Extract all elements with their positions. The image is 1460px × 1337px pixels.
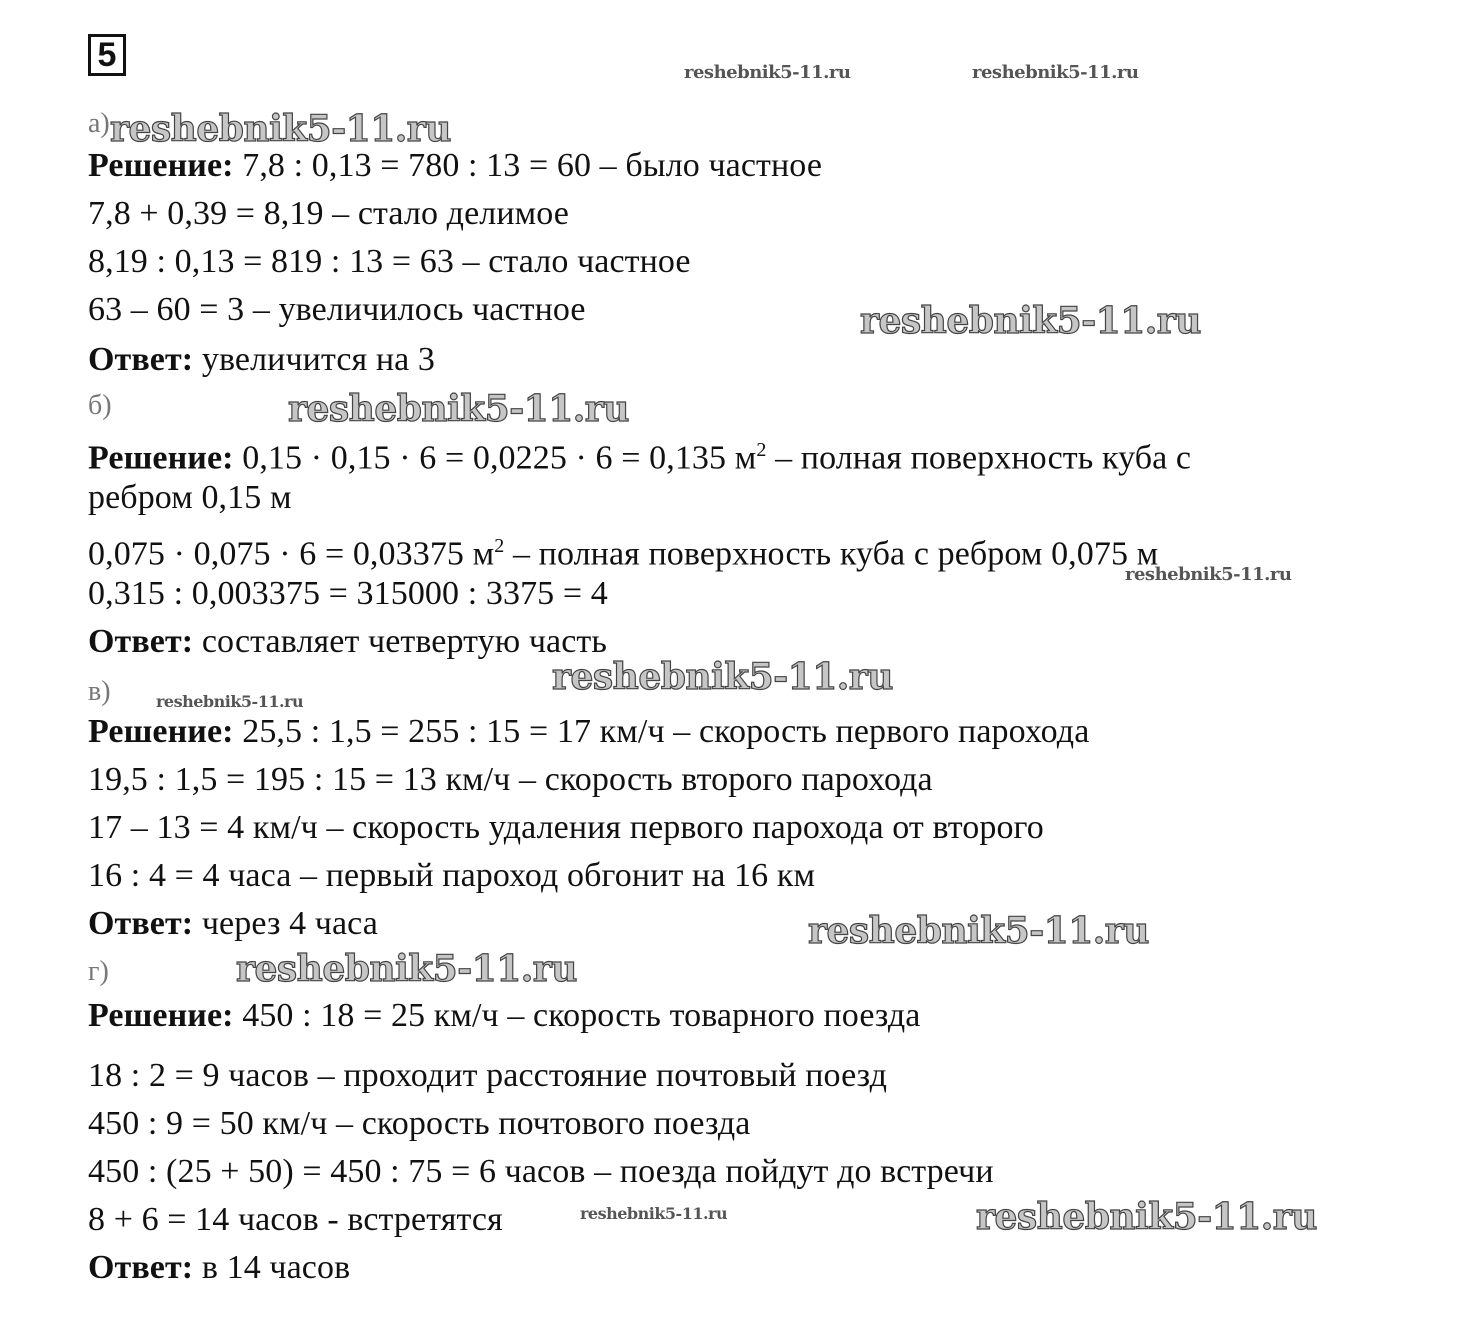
watermark: reshebnik5-11.ru xyxy=(288,388,629,430)
answer-word: Ответ: xyxy=(88,341,194,378)
section-b-line-1 xyxy=(88,430,1191,478)
watermark: reshebnik5-11.ru xyxy=(156,692,304,711)
section-g-line-5: 8 + 6 = 14 часов - встретятся xyxy=(88,1201,503,1238)
section-a-line-2: 7,8 + 0,39 = 8,19 – стало делимое xyxy=(88,195,569,232)
answer-text: через 4 часа xyxy=(201,905,378,942)
answer-word: Ответ: xyxy=(88,1249,194,1286)
section-v-line-3: 17 – 13 = 4 км/ч – скорость удаления первого парохода от второго xyxy=(88,809,1044,846)
solution-word: Решение: xyxy=(88,997,234,1034)
solution-text: 25,5 : 1,5 = 255 : 15 = 17 км/ч – скорость первого парохода xyxy=(242,713,1090,750)
solution-text: – полная поверхность куба с xyxy=(775,439,1192,477)
watermark: reshebnik5-11.ru xyxy=(972,62,1139,83)
section-a-line-4: 63 – 60 = 3 – увеличилось частное xyxy=(88,291,586,328)
section-g-line-4: 450 : (25 + 50) = 450 : 75 = 6 часов – поезда пойдут до встречи xyxy=(88,1153,994,1190)
section-label-g: г) xyxy=(88,956,109,987)
task-number-box: 5 xyxy=(88,34,126,76)
watermark: reshebnik5-11.ru xyxy=(684,62,851,83)
watermark: reshebnik5-11.ru xyxy=(976,1196,1317,1238)
section-label-a: а) xyxy=(88,108,110,139)
solution-text: 0,075 · 0,075 · 6 = 0,03375 м xyxy=(88,535,495,573)
section-b-answer xyxy=(88,622,607,662)
section-v-answer xyxy=(88,904,378,944)
section-g-answer xyxy=(88,1248,350,1288)
solution-word: Решение: xyxy=(88,147,234,184)
solution-text: 0,15 · 0,15 · 6 = 0,0225 · 6 = 0,135 м xyxy=(242,439,757,477)
watermark: reshebnik5-11.ru xyxy=(552,656,893,698)
solution-word: Решение: xyxy=(88,713,234,750)
watermark: reshebnik5-11.ru xyxy=(236,948,577,990)
section-b-line-4: 0,315 : 0,003375 = 315000 : 3375 = 4 xyxy=(88,575,608,612)
answer-text: увеличится на 3 xyxy=(201,341,436,378)
watermark: reshebnik5-11.ru xyxy=(860,300,1201,342)
section-a-line-3: 8,19 : 0,13 = 819 : 13 = 63 – стало частное xyxy=(88,243,691,280)
solution-text: 450 : 18 = 25 км/ч – скорость товарного поезда xyxy=(242,997,921,1034)
section-b-line-3 xyxy=(88,526,1158,574)
superscript: 2 xyxy=(756,439,767,461)
section-a-line-1 xyxy=(88,146,822,186)
answer-text: в 14 часов xyxy=(201,1249,351,1286)
watermark: reshebnik5-11.ru xyxy=(1125,564,1292,585)
answer-word: Ответ: xyxy=(88,623,194,660)
solution-word: Решение: xyxy=(88,439,234,477)
section-b-line-2: ребром 0,15 м xyxy=(88,479,292,516)
watermark: reshebnik5-11.ru xyxy=(808,910,1149,952)
solution-text: – полная поверхность куба с ребром 0,075 м xyxy=(512,535,1159,573)
section-g-line-1 xyxy=(88,996,920,1036)
answer-word: Ответ: xyxy=(88,905,194,942)
section-label-v: в) xyxy=(88,676,111,707)
watermark: reshebnik5-11.ru xyxy=(110,108,451,150)
section-a-answer xyxy=(88,340,435,380)
section-label-b: б) xyxy=(88,390,112,421)
solution-text: 7,8 : 0,13 = 780 : 13 = 60 – было частное xyxy=(242,147,823,184)
section-g-line-3: 450 : 9 = 50 км/ч – скорость почтового поезда xyxy=(88,1105,751,1142)
section-v-line-4: 16 : 4 = 4 часа – первый пароход обгонит на 16 км xyxy=(88,857,816,894)
section-v-line-2: 19,5 : 1,5 = 195 : 15 = 13 км/ч – скорость второго парохода xyxy=(88,761,933,798)
watermark: reshebnik5-11.ru xyxy=(580,1204,728,1223)
answer-text: составляет четвертую часть xyxy=(201,623,607,660)
superscript: 2 xyxy=(494,535,505,557)
section-g-line-2: 18 : 2 = 9 часов – проходит расстояние почтовый поезд xyxy=(88,1057,887,1094)
section-v-line-1 xyxy=(88,712,1089,752)
